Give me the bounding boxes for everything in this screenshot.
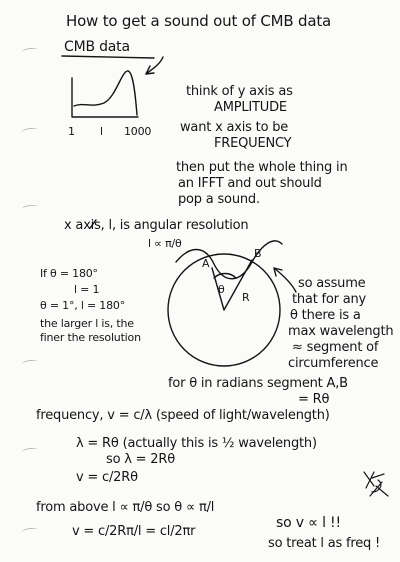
relation-l-pi-theta: l ∝ π/θ [148, 237, 182, 250]
diagram-label-B: B [254, 247, 262, 260]
assume-6: circumference [288, 356, 379, 371]
circle-diagram [168, 241, 296, 366]
larger-l-1: the larger l is, the [40, 317, 134, 330]
if-l-1: l = 1 [74, 283, 100, 296]
if-theta-1: θ = 1°, l = 180° [40, 299, 125, 312]
diagram-label-A: A [202, 257, 210, 270]
scribble-doodle-icon [362, 468, 390, 498]
radians-1: for θ in radians segment A,B [168, 376, 348, 391]
cmb-underline [62, 56, 154, 58]
so-lambda: so λ = 2Rθ [106, 452, 175, 467]
if-theta-180: If θ = 180° [40, 267, 98, 280]
note-amp-2: AMPLITUDE [214, 100, 287, 115]
note-freq-1: want x axis to be [180, 120, 289, 135]
note-ifft-1: then put the whole thing in [176, 160, 348, 175]
final-equation: v = c/2Rπ/l = cl/2πr [72, 524, 196, 539]
assume-3: θ there is a [290, 308, 361, 323]
cmb-mini-plot [72, 57, 163, 117]
frequency-line: frequency, v = c/λ (speed of light/wavelength) [36, 408, 330, 423]
radians-2: = Rθ [298, 392, 330, 407]
larger-l-2: finer the resolution [40, 331, 141, 344]
tick-1000: 1000 [124, 125, 152, 138]
diagram-label-theta: θ [218, 283, 225, 296]
tick-1: 1 [68, 125, 75, 138]
assume-1: so assume [298, 276, 366, 291]
note-freq-2: FREQUENCY [214, 136, 292, 151]
page-title: How to get a sound out of CMB data [66, 12, 331, 30]
v-equation: v = c/2Rθ [76, 470, 138, 485]
treat-l-as-freq: so treat l as freq ! [268, 536, 381, 551]
note-ifft-3: pop a sound. [178, 192, 260, 207]
tick-l: l [100, 125, 103, 138]
note-ifft-2: an IFFT and out should [178, 176, 322, 191]
diagram-label-R: R [242, 291, 250, 304]
from-above: from above l ∝ π/θ so θ ∝ π/l [36, 500, 215, 515]
lambda-line: λ = Rθ (actually this is ½ wavelength) [76, 436, 317, 451]
assume-2: that for any [292, 292, 367, 307]
assume-4: max wavelength [288, 324, 394, 339]
cmb-label: CMB data [64, 39, 130, 55]
note-amp-1: think of y axis as [186, 84, 293, 99]
xaxis-line: x axis, l, is angular resolution [64, 218, 249, 233]
so-proportional: so v ∝ l !! [276, 515, 341, 531]
assume-5: ≈ segment of [292, 340, 379, 355]
